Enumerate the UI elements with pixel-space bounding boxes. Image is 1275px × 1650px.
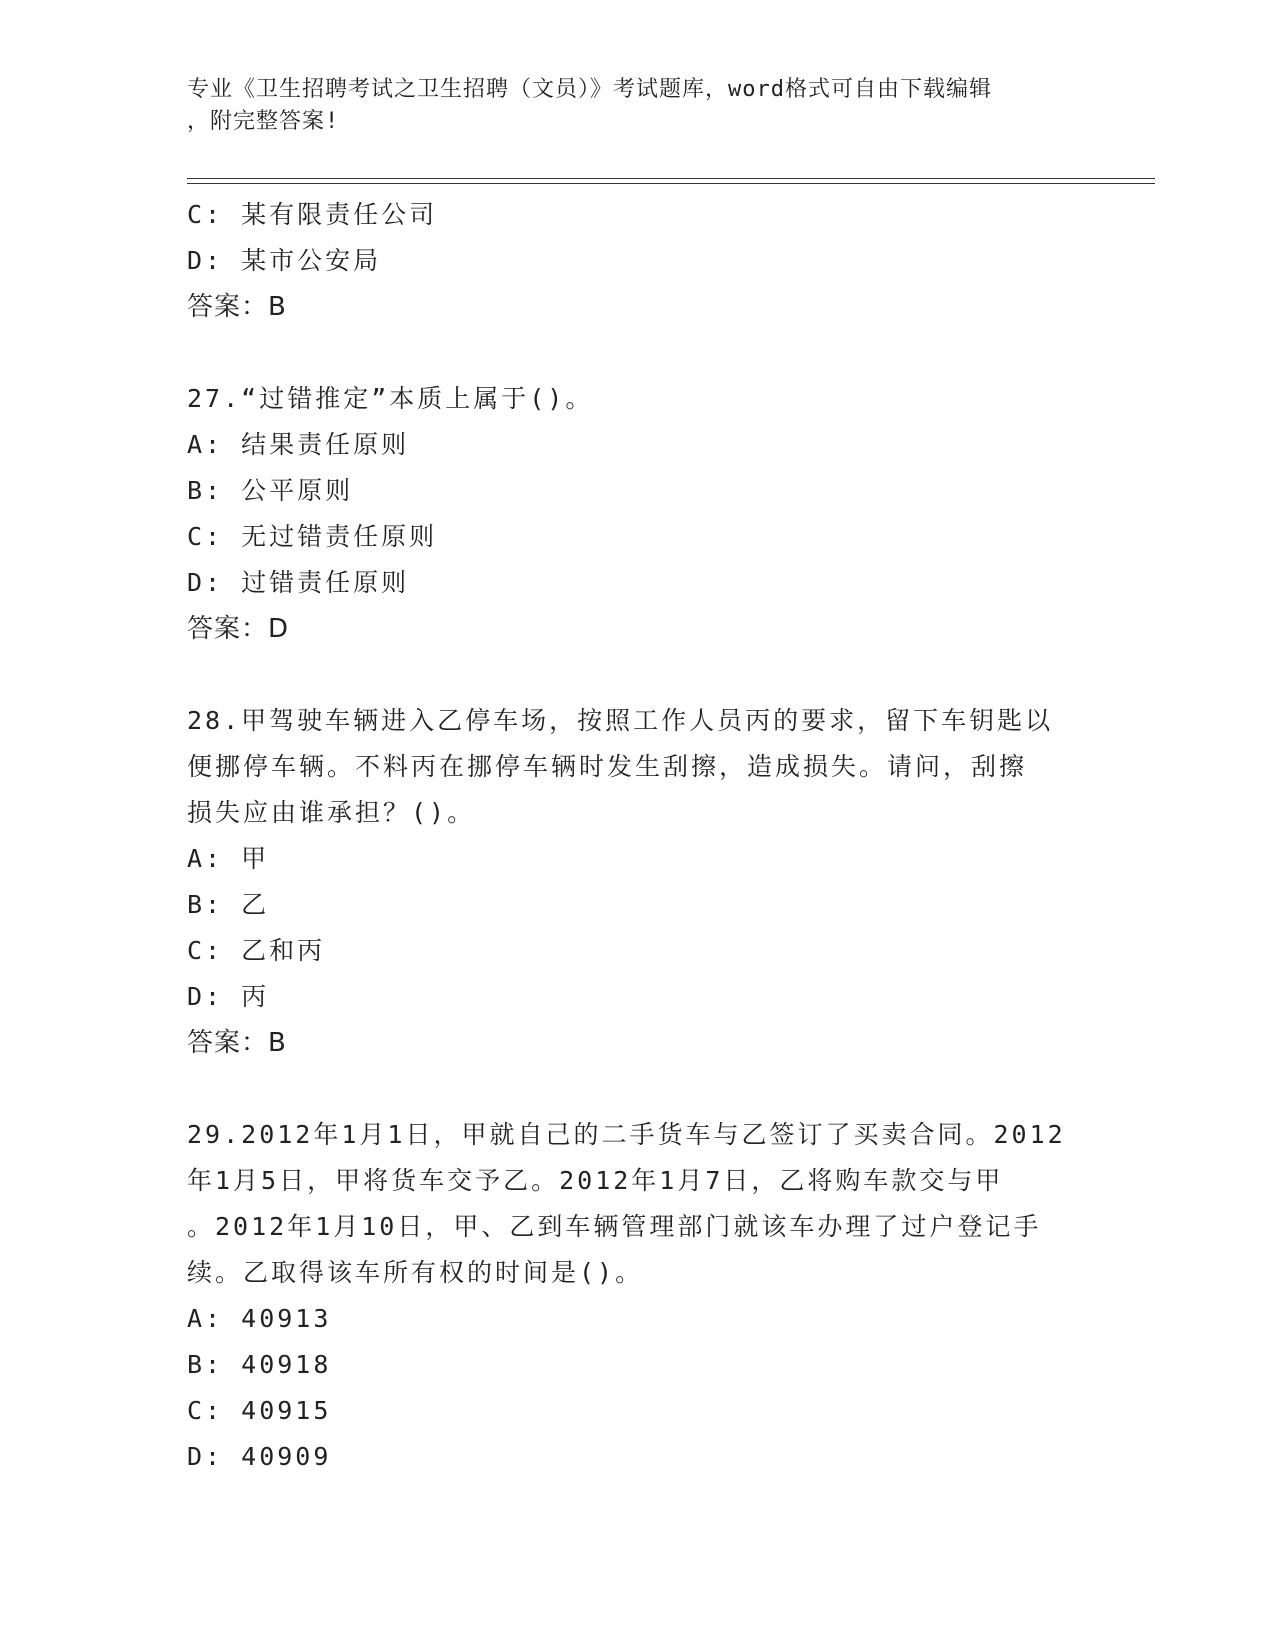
- prev-question: [187, 192, 1087, 330]
- question-content: [187, 192, 1087, 1480]
- spacer: [187, 1066, 1087, 1112]
- question-27: [187, 376, 1087, 652]
- option-a: A: 40913: [187, 1304, 332, 1333]
- header-line-2: ，附完整答案!: [187, 109, 340, 134]
- option-d: D: 丙: [187, 982, 270, 1011]
- spacer: [187, 652, 1087, 698]
- question-29: [187, 1112, 1087, 1480]
- question-stem-line-1: 28.甲驾驶车辆进入乙停车场，按照工作人员丙的要求，留下车钥匙以: [187, 706, 1054, 735]
- option-b: B: 公平原则: [187, 476, 354, 505]
- question-stem-line-4: 续。乙取得该车所有权的时间是()。: [187, 1258, 644, 1287]
- question-28: [187, 698, 1087, 1066]
- option-c: C: 无过错责任原则: [187, 522, 438, 551]
- question-stem-line-3: 。2012年1月10日，甲、乙到车辆管理部门就该车办理了过户登记手: [187, 1212, 1042, 1241]
- question-stem-line-2: 便挪停车辆。不料丙在挪停车辆时发生刮擦，造成损失。请问，刮擦: [187, 752, 1028, 781]
- document-header: [187, 74, 1087, 138]
- option-d: D: 某市公安局: [187, 246, 382, 275]
- question-stem-line-3: 损失应由谁承担？()。: [187, 798, 476, 827]
- option-d: D: 40909: [187, 1442, 332, 1471]
- option-d: D: 过错责任原则: [187, 568, 410, 597]
- spacer: [187, 330, 1087, 376]
- question-stem-line-1: 29.2012年1月1日，甲就自己的二手货车与乙签订了买卖合同。2012: [187, 1120, 1066, 1149]
- option-c: C: 乙和丙: [187, 936, 326, 965]
- header-divider-top: [187, 178, 1155, 179]
- question-stem-line-2: 年1月5日，甲将货车交予乙。2012年1月7日，乙将购车款交与甲: [187, 1166, 1004, 1195]
- option-a: A: 甲: [187, 844, 270, 873]
- answer-line: 答案：D: [187, 614, 290, 644]
- answer-line: 答案：B: [187, 1028, 287, 1058]
- option-c: C: 某有限责任公司: [187, 200, 438, 229]
- header-line-1: 专业《卫生招聘考试之卫生招聘（文员）》考试题库，word格式可自由下载编辑: [187, 77, 992, 102]
- option-c: C: 40915: [187, 1396, 332, 1425]
- option-b: B: 乙: [187, 890, 270, 919]
- header-divider-bottom: [187, 183, 1155, 184]
- option-b: B: 40918: [187, 1350, 332, 1379]
- question-stem: 27.“过错推定”本质上属于()。: [187, 384, 594, 413]
- option-a: A: 结果责任原则: [187, 430, 410, 459]
- answer-line: 答案：B: [187, 292, 287, 322]
